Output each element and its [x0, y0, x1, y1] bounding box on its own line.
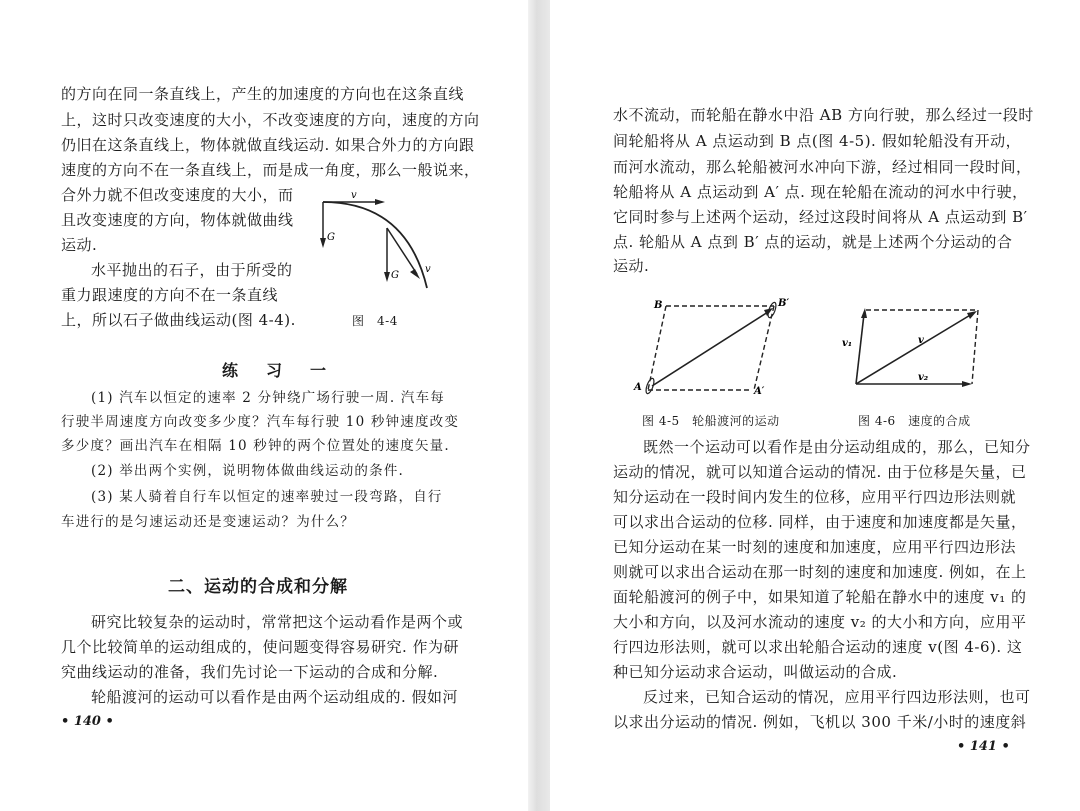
trajectory-curve — [323, 202, 427, 288]
text-line: 合外力就不但改变速度的大小，而 — [61, 186, 294, 204]
resultant-arrow — [652, 312, 768, 386]
text-line: 轮船渡河的运动可以看作是由两个运动组成的. 假如河 — [91, 688, 459, 706]
text-line: 且改变速度的方向，物体就做曲线 — [61, 211, 294, 229]
v-arrow — [856, 314, 972, 384]
exercise-line: 行驶半周速度方向改变多少度？汽车每行驶 10 秒钟速度改变 — [61, 414, 460, 430]
text-line: 研究比较复杂的运动时，常常把这个运动看作是两个或 — [91, 613, 464, 631]
label-a-prime: A′ — [754, 386, 765, 397]
text-line: 运动. — [613, 257, 650, 275]
text-line: 几个比较简单的运动组成的，使问题变得容易研究. 作为研 — [61, 638, 460, 656]
label-v1: v₁ — [842, 338, 853, 349]
text-line: 反过来，已知合运动的情况，应用平行四边形法则，也可 — [643, 688, 1031, 706]
left-page — [0, 0, 528, 811]
label-a: A — [634, 382, 642, 393]
text-line: 知分运动在一段时间内发生的位移，应用平行四边形法则就 — [613, 488, 1017, 506]
figure-4-6-velocity-composition — [830, 298, 990, 390]
label-v2: v₂ — [918, 372, 929, 383]
text-line: 行四边形法则，就可以求出轮船合运动的速度 v(图 4-6). 这 — [613, 638, 1023, 656]
text-line: 重力跟速度的方向不在一条直线 — [61, 286, 279, 304]
text-line: 间轮船将从 A 点运动到 B 点(图 4-5). 假如轮船没有开动， — [613, 132, 1022, 150]
exercise-line: 车进行的是匀速运动还是变速运动？为什么？ — [61, 514, 355, 530]
text-line: 而河水流动，那么轮船被河水冲向下游，经过相同一段时间， — [613, 158, 1032, 176]
section-title: 二、运动的合成和分解 — [168, 577, 348, 597]
exercise-line: (1) 汽车以恒定的速率 2 分钟绕广场行驶一周. 汽车每 — [91, 390, 445, 406]
boat-start — [644, 377, 655, 394]
text-line: 已知分运动在某一时刻的速度和加速度，应用平行四边形法 — [613, 538, 1017, 556]
exercise-line: (3) 某人骑着自行车以恒定的速率驶过一段弯路，自行 — [91, 489, 443, 505]
text-line: 可以求出合运动的位移. 同样，由于速度和加速度都是矢量， — [613, 513, 1027, 531]
book-gutter — [528, 0, 550, 811]
label-g-left: G — [327, 232, 335, 243]
label-v-top: v — [351, 190, 357, 201]
text-line: 水不流动，而轮船在静水中沿 AB 方向行驶，那么经过一段时 — [613, 106, 1034, 124]
text-line: 种已知分运动求合运动，叫做运动的合成. — [613, 663, 898, 681]
figure-caption: 图 4-4 — [352, 314, 398, 328]
figure-caption: 图 4-5 轮船渡河的运动 — [642, 414, 780, 428]
label-v-right: v — [425, 264, 431, 275]
label-v: v — [918, 335, 924, 346]
right-page — [550, 0, 1080, 811]
text-line: 以求出分运动的情况. 例如，飞机以 300 千米/小时的速度斜 — [613, 713, 1027, 731]
text-line: 面轮船渡河的例子中，如果知道了轮船在静水中的速度 v₁ 的 — [613, 588, 1027, 606]
text-line: 它同时参与上述两个运动，经过这段时间将从 A 点运动到 B′ — [613, 208, 1028, 226]
edge-left — [648, 306, 666, 390]
text-line: 轮船将从 A 点运动到 A′ 点. 现在轮船在流动的河水中行驶， — [613, 183, 1028, 201]
label-b-prime: B′ — [778, 298, 790, 309]
text-line: 点. 轮船从 A 点到 B′ 点的运动，就是上述两个分运动的合 — [613, 233, 1013, 251]
edge-right — [972, 310, 978, 384]
page-number: • 140 • — [61, 714, 114, 729]
text-line: 水平抛出的石子，由于所受的 — [91, 261, 293, 279]
exercise-line: (2) 举出两个实例，说明物体做曲线运动的条件. — [91, 463, 405, 479]
label-b: B — [654, 300, 663, 311]
text-line: 仍旧在这条直线上，物体就做直线运动. 如果合外力的方向跟 — [61, 136, 475, 154]
text-line: 既然一个运动可以看作是由分运动组成的，那么，已知分 — [643, 438, 1031, 456]
text-line: 究曲线运动的准备，我们先讨论一下运动的合成和分解. — [61, 663, 439, 681]
text-line: 运动. — [61, 236, 98, 254]
label-g-mid: G — [391, 270, 399, 281]
text-line: 大小和方向，以及河水流动的速度 v₂ 的大小和方向，应用平 — [613, 613, 1027, 631]
text-line: 上，所以石子做曲线运动(图 4-4). — [61, 311, 296, 329]
text-line: 上，这时只改变速度的大小，不改变速度的方向，速度的方向 — [61, 111, 480, 129]
exercise-line: 多少度？画出汽车在相隔 10 秒钟的两个位置处的速度矢量. — [61, 438, 450, 454]
text-line: 则就可以求出合运动在那一时刻的速度和加速度. 例如，在上 — [613, 563, 1027, 581]
figure-4-5-river-crossing — [630, 292, 800, 404]
figure-caption: 图 4-6 速度的合成 — [858, 414, 971, 428]
text-line: 速度的方向不在一条直线上，而是成一角度，那么一般说来， — [61, 161, 480, 179]
text-line: 的方向在同一条直线上，产生的加速度的方向也在这条直线 — [61, 85, 465, 103]
text-line: 运动的情况，就可以知道合运动的情况. 由于位移是矢量，已 — [613, 463, 1027, 481]
v1-arrow — [856, 314, 864, 384]
page-number: • 141 • — [957, 739, 1010, 754]
exercise-title: 练 习 一 — [222, 361, 333, 380]
figure-4-4-projectile — [315, 188, 445, 303]
